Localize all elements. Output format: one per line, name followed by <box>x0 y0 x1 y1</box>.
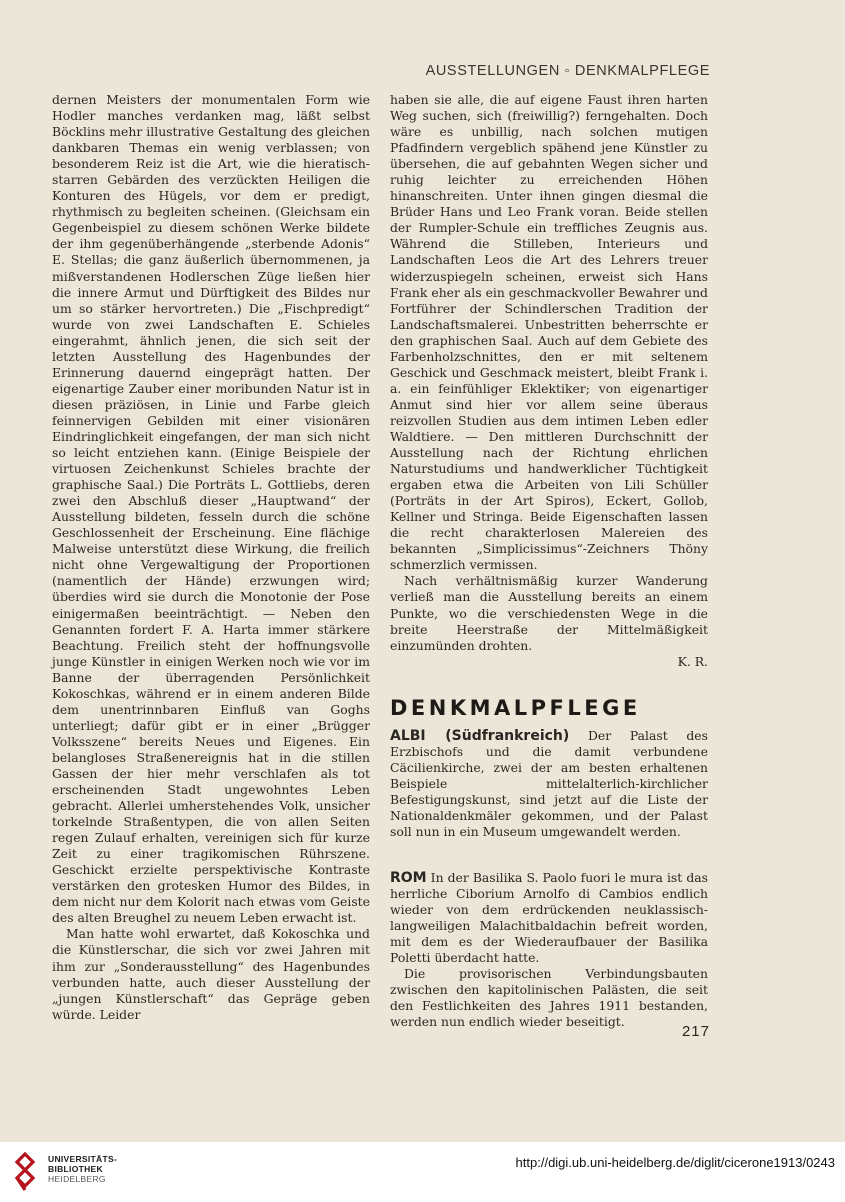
section-title: DENKMALPFLEGE <box>390 695 641 720</box>
right-column <box>390 92 708 1030</box>
entry-albi <box>390 728 708 840</box>
body-paragraph: Nach verhältnismäßig kurzer Wanderung verließ man die Ausstellung bereits an einem Punkte, wo die verschiedensten Wege in die breite Heerstraße der Mittelmäßigkeit einzumünden drohten. <box>390 573 708 653</box>
author-signature: K. R. <box>677 653 708 669</box>
entry-text: In der Basilika S. Paolo fuori le mura ist das herrliche Ciborium Arnolfo di Cambios endlich wieder von dem erdrückenden neuklassisch-langweiligen Malachitbaldachin befreit worden, mit dem es der Wiederaufbauer der Basilika Poletti überdacht hatte. <box>390 870 708 966</box>
entry-text: Der Palast des Erzbischofs und die damit verbundene Cäcilienkirche, zwei der am besten erhaltenen Beispiele mittelalterlich-kirchlicher Befestigungskunst, sind jetzt auf die Liste der Nationaldenkmäler gekommen, und der Palast soll nun in ein Museum umgewandelt werden. <box>390 727 708 839</box>
body-paragraph: Man hatte wohl erwartet, daß Kokoschka und die Künstlerschar, die sich vor zwei Jahren mit ihm zur „Sonderausstellung“ des Hagenbundes verbunden hatte, auch dieser Ausstellung der „jungen Künstlerschaft“ das Gepräge geben würde. Leider <box>52 926 370 1022</box>
body-paragraph: dernen Meisters der monumentalen Form wie Hodler manches verdanken mag, läßt selbst Böcklins mehr illustrative Gestaltung des gleichen dankbaren Themas ein wenig verblassen; von besonderem Reiz ist die Art, wie die hieratisch-starren Gebärden des verzückten Heiligen die Konturen des Hügels, vor dem er predigt, rhythmisch zu begleiten scheinen. (Gleichsam ein Gegenbeispiel zu diesem schönen Werke bildete der ihm gegenüberhängende „sterbende Adonis“ E. Stellas; die ganz äußerlich übernommenen, ja mißverstandenen Hodlerschen Züge ließen hier die innere Armut und Dürftigkeit des Bildes nur um so stärker hervortreten.) Die „Fischpredigt“ wurde von zwei Landschaften E. Schieles eingerahmt, ähnlich jenen, die sich seit der letzten Ausstellung des Hagenbundes der Erinnerung dauernd eingeprägt hatten. Der eigenartige Zauber einer moribunden Natur ist in diesen präziösen, in Linie und Farbe gleich feinnervigen Gebilden mit einer visionären Eindringlichkeit eingefangen, der man sich nicht so leicht entziehen kann. (Einige Beispiele der virtuosen Zeichenkunst Schieles brachte der graphische Saal.) Die Porträts L. Gottliebs, deren zwei den Abschluß dieser „Hauptwand“ der Ausstellung bildeten, fesseln durch die schöne Geschlossenheit der Erscheinung. Eine flächige Malweise unterstützt diese Wirkung, die freilich nicht ohne Vergewaltigung der Proportionen (namentlich der Hände) erzwungen wird; überdies wird sie durch die Monotonie der Pose einigermaßen beeinträchtigt. — Neben den Genannten fordert F. A. Harta immer stärkere Beachtung. Freilich steht der hoffnungsvolle junge Künstler in einigen Werken noch wie vor im Banne der überragenden Persönlichkeit Kokoschkas, während er in einem anderen Bilde dem unentrinnbaren Einfluß van Goghs unterliegt; dafür gibt er in einer „Brügger Volksszene“ bereits Neues und Eigenes. Ein belangloses Straßenereignis hat in die stillen Gassen der hier mehr verschlafen als tot erscheinenden Stadt ungewohntes Leben gebracht. Allerlei umherstehendes Volk, unsicher torkelnde Straßentypen, die von allen Seiten regen Zulauf erhalten, vereinigen sich für kurze Zeit zu einer tragikomischen Rührszene. Geschickt erzielte perspektivische Kontraste verstärken den grotesken Humor des Bildes, in dem nicht nur dem Kolorit nach etwas vom Geiste des alten Breughel zu neuem Leben erwacht ist. <box>52 92 370 926</box>
body-paragraph: haben sie alle, die auf eigene Faust ihren harten Weg suchen, sich (freiwillig?) ferngehalten. Doch wäre es unbillig, nach solchen mutigen Pfadfindern vergeblich spähend jene Künstler zu übersehen, die auf gebahnten Wegen sicher und ruhig leichter zu erreichenden Höhen hinanschreiten. Unter ihnen gingen diesmal die Brüder Hans und Leo Frank voran. Beide stellen der Rumpler-Schule ein treffliches Zeugnis aus. Während die Stilleben, Interieurs und Landschaften Leos die Art des Lehrers treuer widerzuspiegeln scheinen, erweist sich Hans Frank eher als ein geschmackvoller Bewahrer und Fortführer der Schindlerschen Tradition der Landschaftsmalerei. Unbestritten beherrschte er den graphischen Saal. Auch auf dem Gebiete des Farbenholzschnittes, den er mit seltenem Geschick und Geschmack meistert, bleibt Frank i. a. ein feinfühliger Eklektiker; von eigenartiger Anmut sind hier vor allem seine überaus reizvollen Studien aus dem intimen Leben edler Waldtiere. — Den mittleren Durchschnitt der Ausstellung nach der Richtung ehrlichen Naturstudiums und handwerklicher Tüchtigkeit ergaben etwa die Arbeiten von Lili Schüller (Porträts in der Art Spiros), Eckert, Gollob, Kellner und Stringa. Beide Eigenschaften lassen die recht charakterlosen Malereien des bekannten „Simplicissimus“-Zeichners Thöny schmerzlich vermissen. <box>390 92 708 573</box>
body-paragraph: Die provisorischen Verbindungsbauten zwischen den kapitolinischen Palästen, die seit den Festlichkeiten des Jahres 1911 bestanden, werden nun endlich wieder beseitigt. <box>390 966 708 1030</box>
library-name: UNIVERSITÄTS- BIBLIOTHEK HEIDELBERG <box>48 1154 118 1184</box>
library-logo-icon <box>10 1150 40 1194</box>
footer-bar <box>0 1142 845 1202</box>
running-header: AUSSTELLUNGEN ◦ DENKMALPFLEGE <box>425 63 710 79</box>
entry-rom <box>390 870 708 966</box>
entry-heading: ROM <box>390 870 427 887</box>
page-number: 217 <box>681 1023 710 1040</box>
left-column <box>52 92 370 1023</box>
source-url-link[interactable]: http://digi.ub.uni-heidelberg.de/diglit/cicerone1913/0243 <box>515 1155 835 1170</box>
entry-heading: ALBI (Südfrankreich) <box>390 727 570 744</box>
